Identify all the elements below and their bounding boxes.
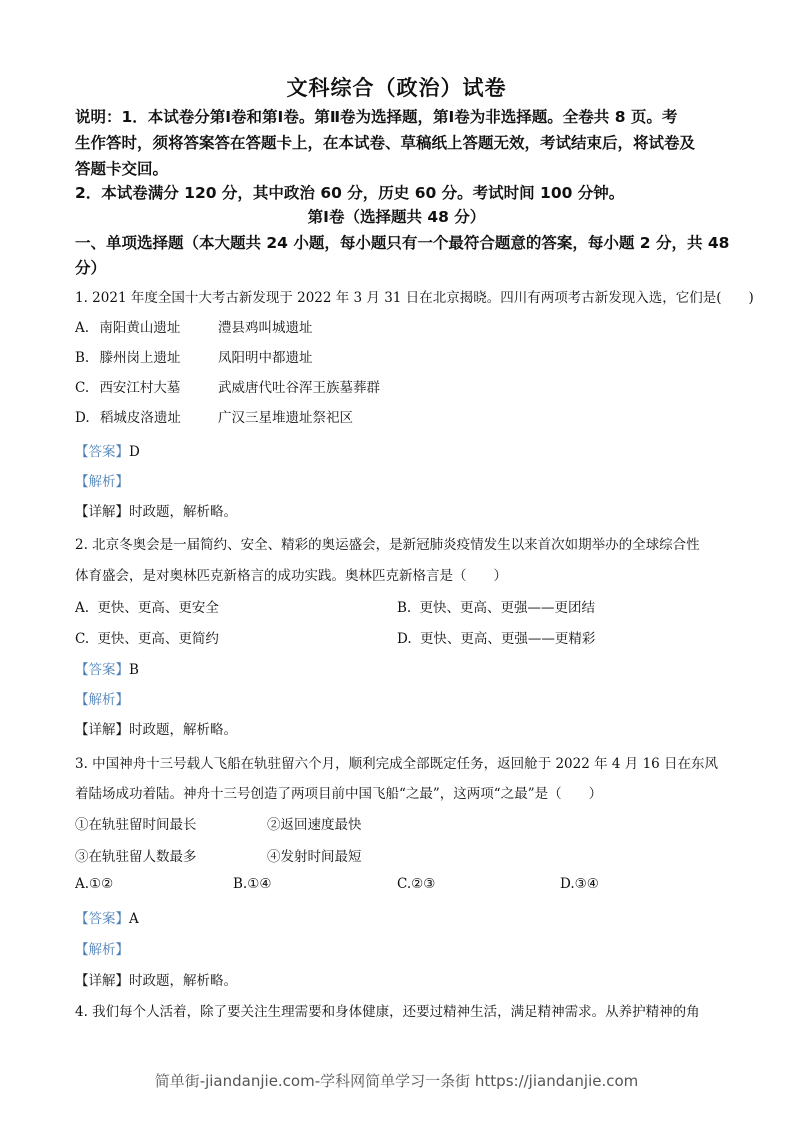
footer-watermark: 简单街-jiandanjie.com-学科网简单学习一条街 https://jiandanjie.com (154, 1072, 639, 1090)
section-title: 第Ⅰ卷（选择题共 48 分） (307, 208, 486, 226)
question-1-analysis-label: 【解析】 (75, 474, 129, 490)
detail-label: 【详解】 (75, 722, 129, 738)
question-1-answer (75, 440, 140, 460)
detail-label: 【详解】 (75, 504, 129, 520)
question-3-answer (75, 907, 139, 927)
instructions-line-4: 2．本试卷满分 120 分，其中政治 60 分，历史 60 分。考试时间 100 分钟。 (75, 184, 625, 202)
question-3-option-c[interactable] (397, 876, 435, 892)
detail-text: 时政题，解析略。 (129, 504, 237, 520)
question-3-statement-4: ④发射时间最短 (267, 849, 362, 865)
question-1-option-a[interactable] (75, 316, 180, 336)
question-3-stem-line-1: 3. 中国神舟十三号载人飞船在轨驻留六个月，顺利完成全部既定任务，返回舱于 2022 年 4 月 16 日在东风 (75, 756, 719, 772)
option-text-first: 滕州岗上遗址 (99, 350, 181, 366)
question-3-option-b[interactable] (233, 876, 271, 892)
option-letter: B. (233, 876, 248, 892)
option-text-first: 南阳黄山遗址 (99, 320, 181, 336)
instructions-line-3: 答题卡交回。 (75, 160, 169, 178)
question-2-stem-line-2: 体育盛会，是对奥林匹克新格言的成功实践。奥林匹克新格言是（ ） (75, 568, 507, 584)
question-1-option-b[interactable] (75, 346, 181, 366)
option-letter: D. (560, 876, 575, 892)
question-2-analysis-label: 【解析】 (75, 692, 129, 708)
option-text: ①② (89, 876, 114, 892)
question-2-answer (75, 658, 139, 678)
answer-label: 【答案】 (75, 444, 129, 460)
part-heading-line-2: 分） (75, 259, 107, 277)
option-text-first: 稻城皮洛遗址 (99, 410, 181, 426)
option-text: 更快、更高、更简约 (97, 631, 219, 647)
question-3-statement-3: ③在轨驻留人数最多 (75, 849, 197, 865)
answer-value: B (129, 662, 139, 678)
question-2-detail (75, 718, 237, 738)
detail-text: 时政题，解析略。 (129, 722, 237, 738)
question-2-option-b[interactable] (397, 596, 595, 616)
question-1-option-a-second: 澧县鸡叫城遗址 (218, 320, 313, 336)
option-text: ②③ (411, 876, 436, 892)
option-letter: A. (75, 600, 90, 616)
question-2-option-d[interactable] (397, 627, 595, 647)
option-letter: D. (75, 410, 90, 426)
page-title: 文科综合（政治）试卷 (286, 76, 507, 100)
option-letter: C. (397, 876, 412, 892)
question-3-detail (75, 969, 237, 989)
question-1-stem: 1. 2021 年度全国十大考古新发现于 2022 年 3 月 31 日在北京揭晓。四川有两项考古新发现入选，它们是( ) (75, 290, 754, 306)
option-text: 更快、更高、更强——更精彩 (419, 631, 596, 647)
answer-value: D (129, 444, 140, 460)
answer-label: 【答案】 (75, 662, 129, 678)
question-3-statement-1: ①在轨驻留时间最长 (75, 817, 197, 833)
question-2-option-a[interactable] (75, 596, 219, 616)
option-letter: A. (75, 320, 90, 336)
question-1-option-c-second: 武威唐代吐谷浑王族墓葬群 (218, 380, 380, 396)
question-3-statement-2: ②返回速度最快 (267, 817, 362, 833)
option-text: ③④ (574, 876, 599, 892)
option-letter: C. (75, 631, 90, 647)
answer-value: A (129, 911, 139, 927)
question-1-option-d-second: 广汉三星堆遗址祭祀区 (218, 410, 353, 426)
option-text: 更快、更高、更强——更团结 (419, 600, 596, 616)
option-letter: A. (75, 876, 90, 892)
question-2-option-c[interactable] (75, 627, 219, 647)
detail-label: 【详解】 (75, 973, 129, 989)
answer-label: 【答案】 (75, 911, 129, 927)
question-2-stem-line-1: 2. 北京冬奥会是一届简约、安全、精彩的奥运盛会，是新冠肺炎疫情发生以来首次如期举办的全球综合性 (75, 537, 700, 553)
option-letter: C. (75, 380, 90, 396)
option-letter: B. (397, 600, 412, 616)
question-1-detail (75, 500, 237, 520)
instructions-line-1: 说明：1．本试卷分第Ⅰ卷和第Ⅰ卷。第Ⅱ卷为选择题，第Ⅰ卷为非选择题。全卷共 8 页。考 (75, 108, 678, 126)
option-text: ①④ (247, 876, 272, 892)
question-1-option-b-second: 凤阳明中都遗址 (218, 350, 313, 366)
option-letter: B. (75, 350, 90, 366)
question-3-option-d[interactable] (560, 876, 599, 892)
question-3-option-a[interactable] (75, 876, 113, 892)
question-3-analysis-label: 【解析】 (75, 942, 129, 958)
question-1-option-d[interactable] (75, 406, 181, 426)
instructions-line-2: 生作答时，须将答案答在答题卡上，在本试卷、草稿纸上答题无效，考试结束后，将试卷及 (75, 134, 696, 152)
option-text-first: 西安江村大墓 (99, 380, 181, 396)
question-3-stem-line-2: 着陆场成功着陆。神舟十三号创造了两项目前中国飞船“之最”，这两项“之最”是（ ） (75, 786, 603, 802)
question-4-stem-line-1: 4. 我们每个人活着，除了要关注生理需要和身体健康，还要过精神生活，满足精神需求。从养护精神的角 (75, 1004, 700, 1020)
detail-text: 时政题，解析略。 (129, 973, 237, 989)
option-letter: D. (397, 631, 412, 647)
option-text: 更快、更高、更安全 (97, 600, 219, 616)
question-1-option-c[interactable] (75, 376, 180, 396)
part-heading-line-1: 一、单项选择题（本大题共 24 小题，每小题只有一个最符合题意的答案，每小题 2 分，共 48 (75, 234, 730, 252)
